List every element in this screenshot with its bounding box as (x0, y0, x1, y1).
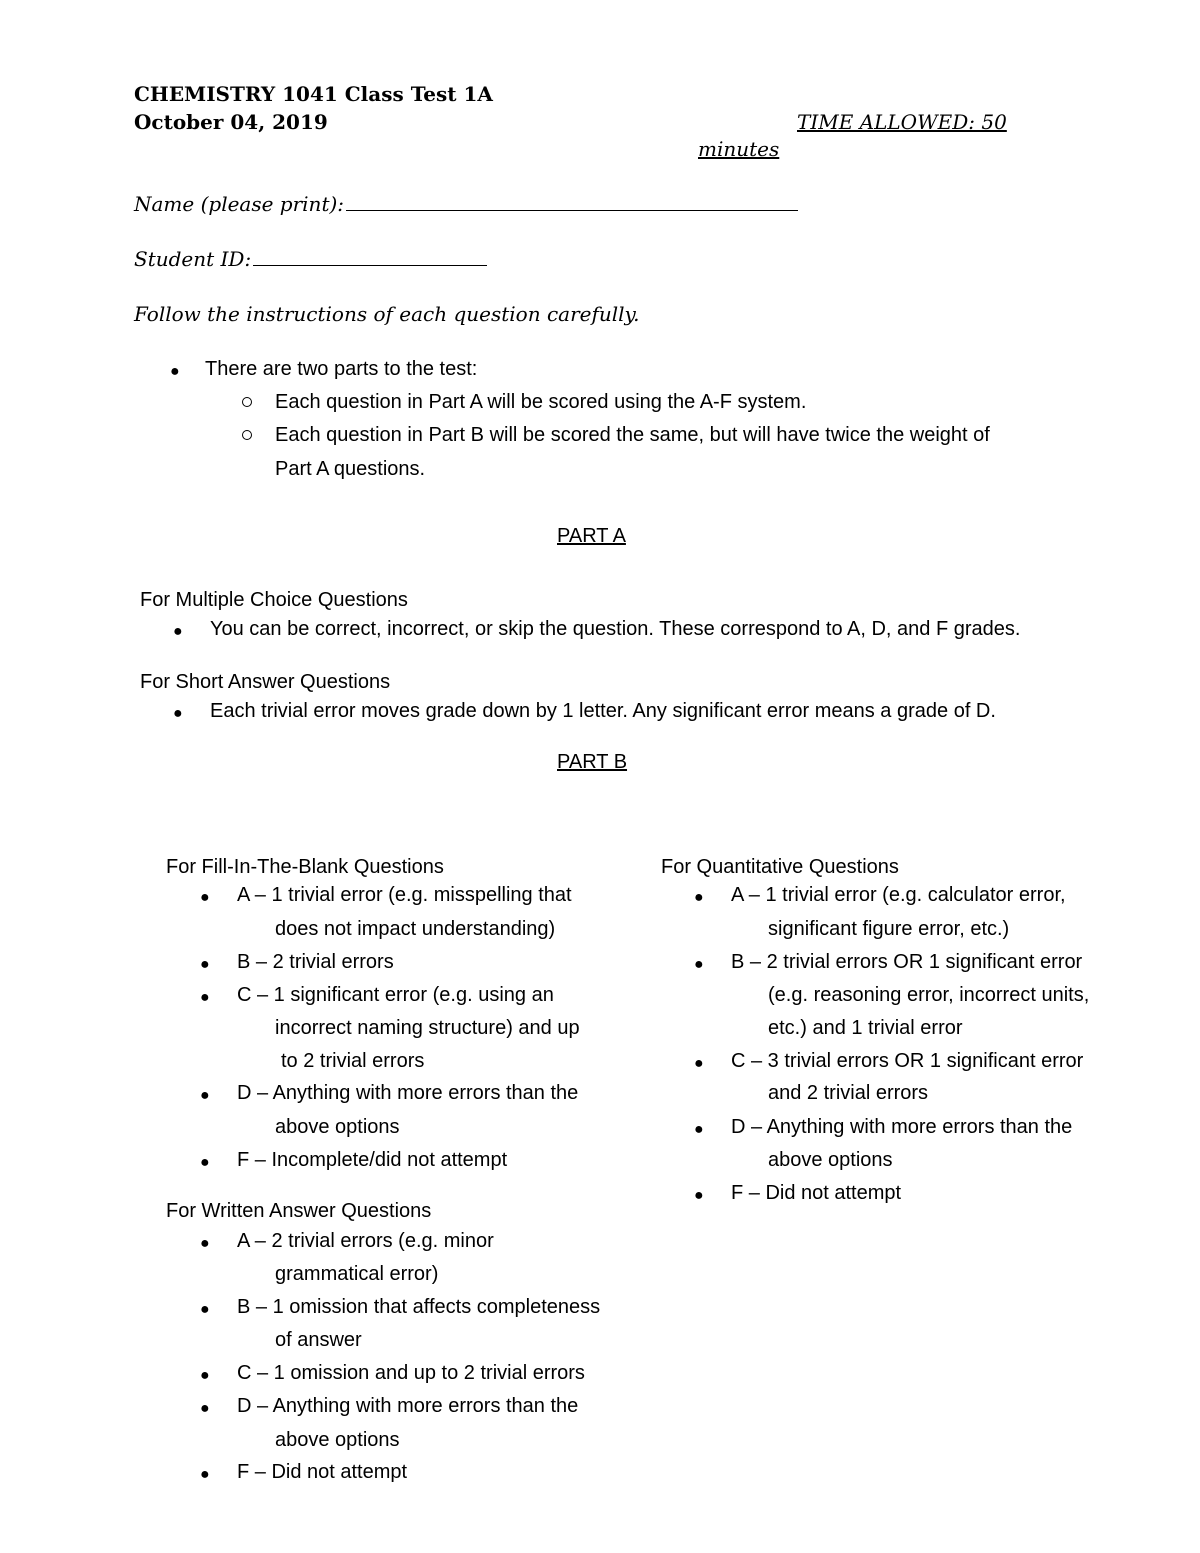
quant-item-f: F – Did not attempt (731, 1182, 902, 1204)
fib-item-f: F – Incomplete/did not attempt (237, 1149, 508, 1171)
bullet-icon: ● (200, 956, 210, 973)
instructions: Follow the instructions of each question carefully. (134, 302, 640, 326)
quant-item-b: B – 2 trivial errors OR 1 significant error (731, 951, 1083, 973)
mc-heading: For Multiple Choice Questions (140, 589, 408, 611)
bullet-icon: ● (200, 1466, 210, 1483)
quant-item-d-cont: above options (768, 1149, 893, 1171)
bullet-icon: ● (200, 889, 210, 906)
circle-bullet-icon (242, 397, 252, 407)
fib-item-d-cont: above options (275, 1116, 400, 1138)
bullet-icon: ● (694, 889, 704, 906)
fib-item-a-cont: does not impact understanding) (275, 918, 556, 940)
student-id-field (134, 247, 487, 271)
quant-item-a-cont: significant figure error, etc.) (768, 918, 1010, 940)
fib-item-b: B – 2 trivial errors (237, 951, 394, 973)
part-b-heading: PART B (557, 751, 628, 773)
name-blank-line (346, 194, 798, 211)
fib-item-c-cont: incorrect naming structure) and up (275, 1017, 580, 1039)
fib-heading: For Fill-In-The-Blank Questions (166, 856, 444, 878)
intro-sub-2-cont: Part A questions. (275, 458, 426, 480)
written-item-c: C – 1 omission and up to 2 trivial errors (237, 1362, 585, 1384)
mc-item: You can be correct, incorrect, or skip the question. These correspond to A, D, and F grades. (210, 618, 1021, 640)
name-field (134, 192, 798, 216)
bullet-icon: ● (173, 623, 183, 640)
quant-heading: For Quantitative Questions (661, 856, 899, 878)
bullet-icon: ● (200, 1367, 210, 1384)
quant-item-c: C – 3 trivial errors OR 1 significant error (731, 1050, 1084, 1072)
bullet-icon: ● (694, 1121, 704, 1138)
bullet-icon: ● (200, 989, 210, 1006)
time-allowed-unit: minutes (698, 137, 780, 161)
written-item-d-cont: above options (275, 1429, 400, 1451)
part-a-heading: PART A (557, 525, 626, 547)
fib-item-c: C – 1 significant error (e.g. using an (237, 984, 554, 1006)
bullet-icon: ● (170, 363, 180, 380)
written-item-a: A – 2 trivial errors (e.g. minor (237, 1230, 494, 1252)
test-date: October 04, 2019 (134, 110, 328, 134)
sa-heading: For Short Answer Questions (140, 671, 391, 693)
quant-item-b-cont2: etc.) and 1 trivial error (768, 1017, 963, 1039)
fib-item-d: D – Anything with more errors than the (237, 1082, 579, 1104)
name-label: Name (please print): (134, 192, 345, 216)
bullet-icon: ● (694, 1055, 704, 1072)
written-item-f: F – Did not attempt (237, 1461, 408, 1483)
bullet-icon: ● (200, 1087, 210, 1104)
time-allowed: TIME ALLOWED: 50 (797, 110, 1007, 134)
quant-item-d: D – Anything with more errors than the (731, 1116, 1073, 1138)
student-id-blank-line (253, 249, 487, 266)
bullet-icon: ● (694, 1187, 704, 1204)
test-title: CHEMISTRY 1041 Class Test 1A (134, 82, 493, 106)
bullet-icon: ● (200, 1154, 210, 1171)
bullet-icon: ● (200, 1400, 210, 1417)
fib-item-c-cont2: to 2 trivial errors (281, 1050, 425, 1072)
written-item-b-cont: of answer (275, 1329, 362, 1351)
quant-item-b-cont: (e.g. reasoning error, incorrect units, (768, 984, 1090, 1006)
written-item-a-cont: grammatical error) (275, 1263, 439, 1285)
written-item-b: B – 1 omission that affects completeness (237, 1296, 601, 1318)
quant-item-c-cont: and 2 trivial errors (768, 1082, 929, 1104)
student-id-label: Student ID: (134, 247, 252, 271)
sa-item: Each trivial error moves grade down by 1 letter. Any significant error means a grade of D. (210, 700, 996, 722)
intro-bullet: There are two parts to the test: (205, 358, 478, 380)
bullet-icon: ● (200, 1235, 210, 1252)
circle-bullet-icon (242, 430, 252, 440)
bullet-icon: ● (200, 1301, 210, 1318)
written-heading: For Written Answer Questions (166, 1200, 432, 1222)
intro-sub-2: Each question in Part B will be scored the same, but will have twice the weight of (275, 424, 990, 446)
intro-sub-1: Each question in Part A will be scored using the A-F system. (275, 391, 807, 413)
written-item-d: D – Anything with more errors than the (237, 1395, 579, 1417)
bullet-icon: ● (173, 705, 183, 722)
quant-item-a: A – 1 trivial error (e.g. calculator error, (731, 884, 1066, 906)
bullet-icon: ● (694, 956, 704, 973)
fib-item-a: A – 1 trivial error (e.g. misspelling that (237, 884, 572, 906)
